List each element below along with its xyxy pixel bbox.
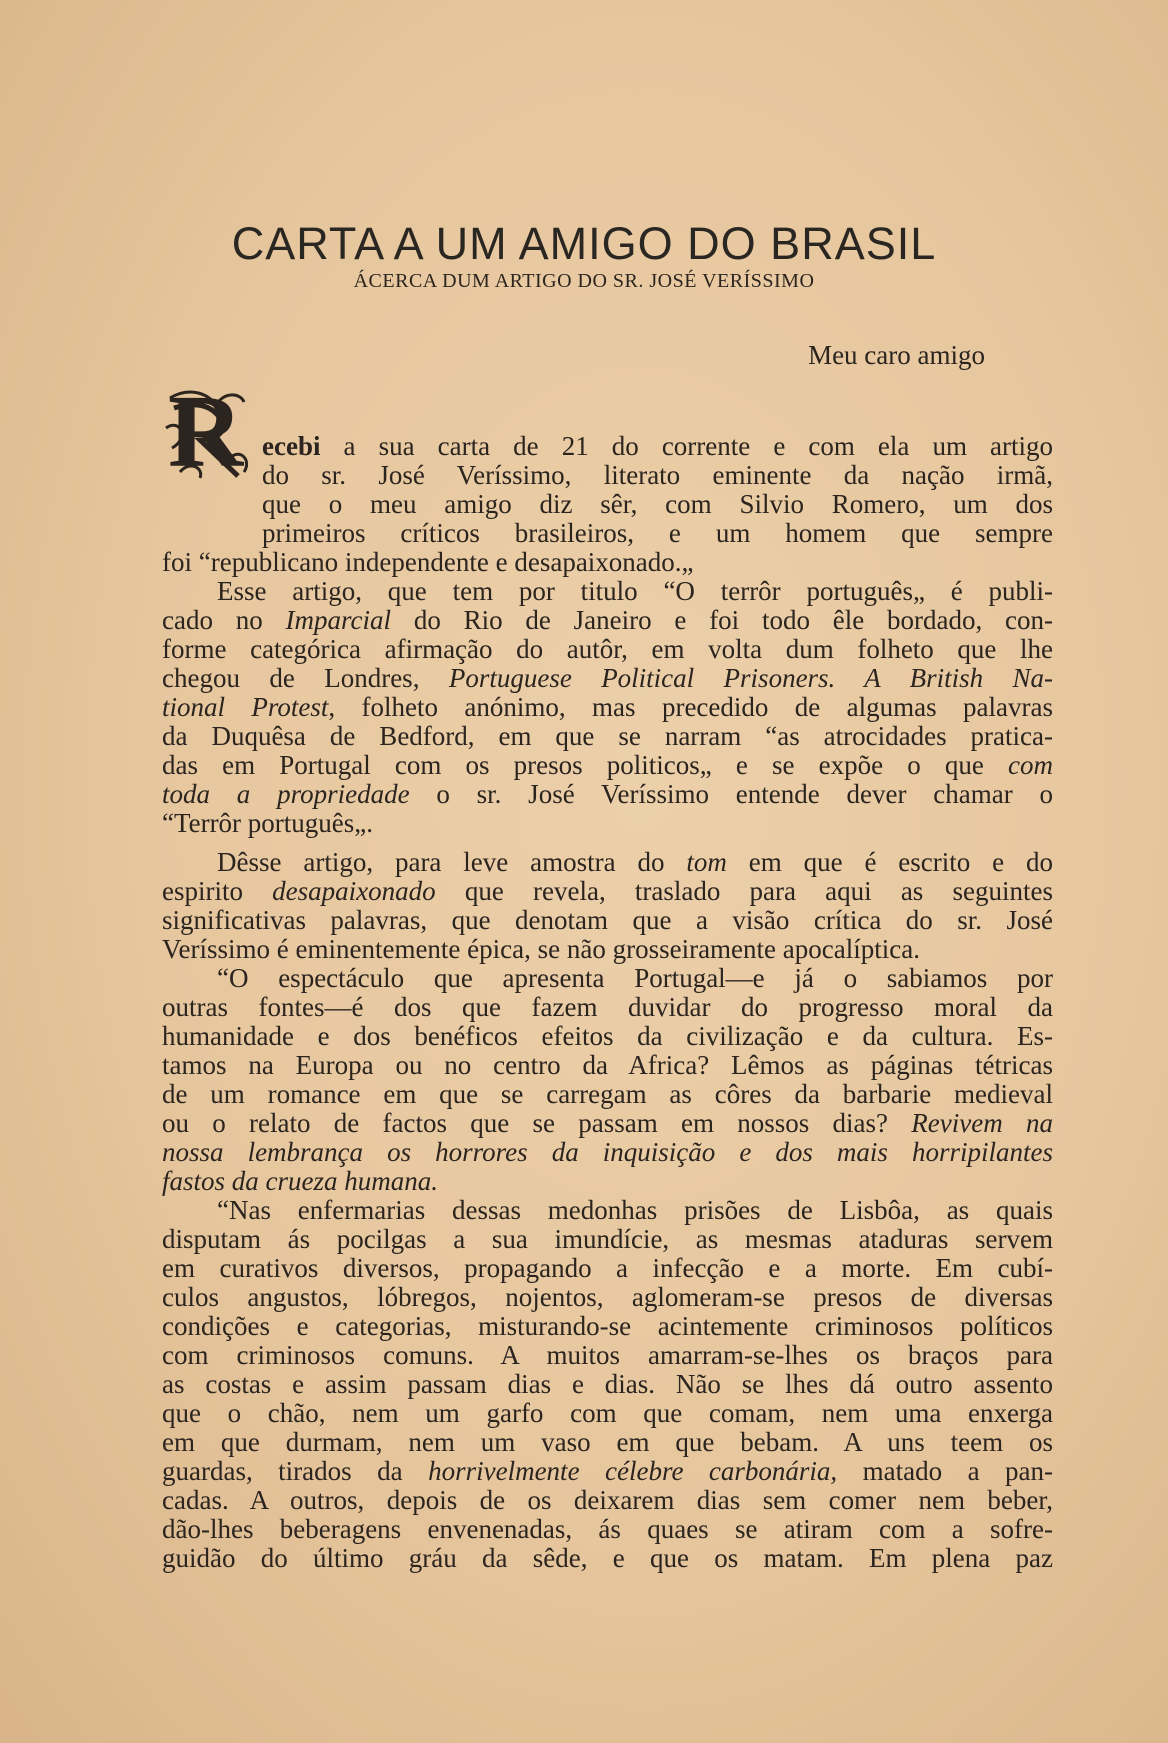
text-segment: do sr. José Veríssimo, literato eminente da nação irmã, bbox=[262, 460, 1053, 490]
text-line bbox=[162, 1138, 1053, 1167]
text-line bbox=[162, 1544, 1053, 1573]
text-segment: da Duquêsa de Bedford, em que se narram “as atrocidades pratica- bbox=[162, 721, 1053, 751]
text-line bbox=[162, 1399, 1053, 1428]
text-segment: primeiros críticos brasileiros, e um homem que sempre bbox=[262, 518, 1053, 548]
text-segment: outras fontes—é dos que fazem duvidar do progresso moral da bbox=[162, 992, 1053, 1022]
text-line bbox=[162, 606, 1053, 635]
text-line bbox=[162, 964, 1053, 993]
italic-text: Imparcial bbox=[285, 605, 392, 635]
text-line bbox=[162, 780, 1053, 809]
italic-text: tional Protest bbox=[162, 692, 329, 722]
text-line bbox=[162, 635, 1053, 664]
text-segment: culos angustos, lóbregos, nojentos, aglomeram-se presos de diversas bbox=[162, 1282, 1053, 1312]
text-segment: com criminosos comuns. A muitos amarram-se-lhes os braços para bbox=[162, 1340, 1053, 1370]
text-segment: cado no bbox=[162, 605, 286, 635]
text-line bbox=[162, 664, 1053, 693]
text-line bbox=[162, 993, 1053, 1022]
text-line bbox=[162, 1080, 1053, 1109]
text-line bbox=[162, 1428, 1053, 1457]
text-line bbox=[162, 548, 1053, 577]
text-line bbox=[162, 1196, 1053, 1225]
italic-text: nossa lembrança os horrores da inquisição e dos mais horripilantes bbox=[162, 1137, 1053, 1167]
text-line bbox=[162, 1515, 1053, 1544]
text-line bbox=[162, 490, 1053, 519]
text-segment: do Rio de Janeiro e foi todo êle bordado, con- bbox=[391, 605, 1054, 635]
article-title: CARTA A UM AMIGO DO BRASIL bbox=[231, 218, 937, 270]
text-line bbox=[162, 906, 1053, 935]
salutation: Meu caro amigo bbox=[808, 340, 985, 370]
text-segment: cadas. A outros, depois de os deixarem dias sem comer nem beber, bbox=[162, 1485, 1053, 1515]
italic-text: com bbox=[1008, 750, 1053, 780]
text-segment: em que durmam, nem um vaso em que bebam. A uns teem os bbox=[162, 1427, 1053, 1457]
text-line bbox=[162, 877, 1053, 906]
italic-text: Revivem na bbox=[911, 1108, 1053, 1138]
text-segment: “Nas enfermarias dessas medonhas prisões de Lisbôa, as quais bbox=[217, 1195, 1053, 1225]
text-segment: “O espectáculo que apresenta Portugal—e já o sabiamos por bbox=[217, 963, 1053, 993]
text-segment: espirito bbox=[162, 876, 273, 906]
italic-text: horrivelmente célebre carbonária, bbox=[428, 1456, 838, 1486]
text-segment: , folheto anónimo, mas precedido de algumas palavras bbox=[328, 692, 1053, 722]
text-segment: disputam ás pocilgas a sua imundície, as mesmas ataduras servem bbox=[162, 1224, 1053, 1254]
text-line bbox=[162, 1109, 1053, 1138]
italic-text: tom bbox=[686, 847, 727, 877]
text-segment: o sr. José Veríssimo entende dever chamar o bbox=[409, 779, 1053, 809]
text-line bbox=[162, 693, 1053, 722]
text-line bbox=[162, 1051, 1053, 1080]
text-segment: Veríssimo é eminentemente épica, se não grosseiramente apocalíptica. bbox=[162, 934, 920, 964]
text-segment: em que é escrito e do bbox=[726, 847, 1054, 877]
text-line bbox=[162, 1254, 1053, 1283]
text-line bbox=[162, 1022, 1053, 1051]
text-segment: guardas, tirados da bbox=[162, 1456, 429, 1486]
text-line bbox=[162, 1457, 1053, 1486]
text-segment: Dêsse artigo, para leve amostra do bbox=[217, 847, 687, 877]
text-line bbox=[162, 809, 1053, 838]
text-segment: significativas palavras, que denotam que a visão crítica do sr. José bbox=[162, 905, 1053, 935]
text-line bbox=[162, 1370, 1053, 1399]
text-line bbox=[162, 577, 1053, 606]
text-line bbox=[162, 1167, 1053, 1196]
italic-text: Portuguese Political Prisoners. A British Na- bbox=[448, 663, 1053, 693]
text-segment: em curativos diversos, propagando a infecção e a morte. Em cubí- bbox=[162, 1253, 1053, 1283]
text-line bbox=[162, 1341, 1053, 1370]
italic-text: toda a propriedade bbox=[162, 779, 410, 809]
text-segment: foi “republicano independente e desapaixonado.„ bbox=[162, 547, 694, 577]
text-line bbox=[162, 432, 1053, 461]
text-line bbox=[162, 1486, 1053, 1515]
text-segment: chegou de Londres, bbox=[162, 663, 449, 693]
text-segment: ou o relato de factos que se passam em nossos dias? bbox=[162, 1108, 912, 1138]
italic-text: desapaixonado bbox=[272, 876, 436, 906]
text-segment: “Terrôr português„. bbox=[162, 808, 374, 838]
text-segment: matado a pan- bbox=[837, 1456, 1053, 1486]
text-line bbox=[162, 722, 1053, 751]
text-line bbox=[162, 935, 1053, 964]
text-segment: condições e categorias, misturando-se acintemente criminosos políticos bbox=[162, 1311, 1053, 1341]
text-segment: as costas e assim passam dias e dias. Não se lhes dá outro assento bbox=[162, 1369, 1053, 1399]
dropcap-letter: R bbox=[168, 374, 244, 489]
text-segment: dão-lhes beberagens envenenadas, ás quaes se atiram com a sofre- bbox=[162, 1514, 1053, 1544]
text-segment: forme categórica afirmação do autôr, em volta dum folheto que lhe bbox=[162, 634, 1053, 664]
text-line bbox=[162, 519, 1053, 548]
text-segment: de um romance em que se carregam as côres da barbarie medieval bbox=[162, 1079, 1053, 1109]
text-segment: das em Portugal com os presos politicos„ e se expõe o que bbox=[162, 750, 1009, 780]
text-segment: tamos na Europa ou no centro da Africa? Lêmos as páginas tétricas bbox=[162, 1050, 1053, 1080]
text-segment: que o chão, nem um garfo com que comam, nem uma enxerga bbox=[162, 1398, 1053, 1428]
text-line bbox=[162, 1225, 1053, 1254]
italic-text: fastos da crueza humana. bbox=[162, 1166, 438, 1196]
text-segment: humanidade e dos benéficos efeitos da civilização e da cultura. Es- bbox=[162, 1021, 1053, 1051]
text-segment: Esse artigo, que tem por titulo “O terrôr português„ é publi- bbox=[217, 576, 1053, 606]
text-line bbox=[162, 461, 1053, 490]
article-body bbox=[162, 432, 1053, 1573]
text-line bbox=[162, 751, 1053, 780]
text-segment: que revela, traslado para aqui as seguintes bbox=[435, 876, 1053, 906]
text-segment: ecebi bbox=[262, 431, 321, 461]
text-line bbox=[162, 848, 1053, 877]
text-line bbox=[162, 1312, 1053, 1341]
text-line bbox=[162, 1283, 1053, 1312]
text-segment: que o meu amigo diz sêr, com Silvio Romero, um dos bbox=[262, 489, 1053, 519]
text-segment: guidão do último gráu da sêde, e que os matam. Em plena paz bbox=[162, 1543, 1053, 1573]
article-subtitle: ÁCERCA DUM ARTIGO DO SR. JOSÉ VERÍSSIMO bbox=[353, 270, 815, 292]
text-segment: a sua carta de 21 do corrente e com ela um artigo bbox=[320, 431, 1053, 461]
